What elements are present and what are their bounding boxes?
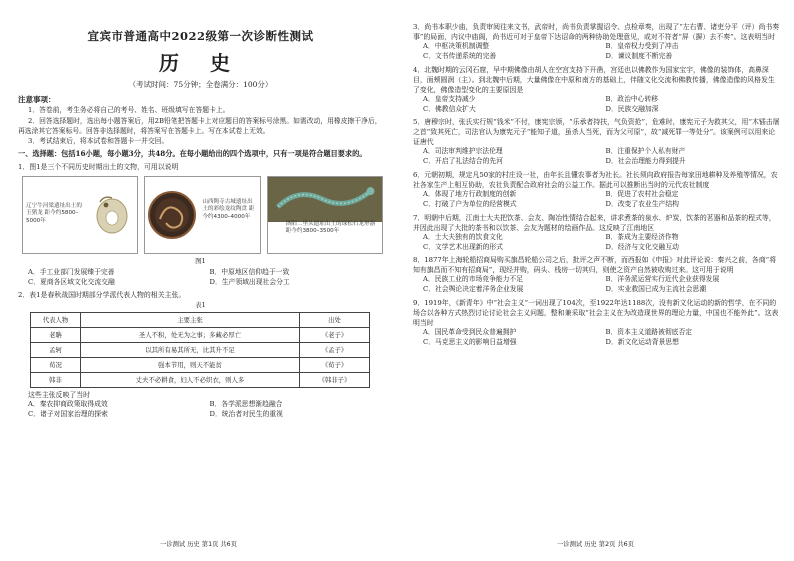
question-options (413, 95, 780, 115)
header-cell: 出处 (300, 313, 370, 328)
page-footer: 一诊测试 历史 第2页 共6页 (557, 540, 634, 548)
notes-heading: 注意事项： (18, 94, 56, 104)
question-2-stem: 2．表1是春秋战国时期部分学派代表人物的相关主张。 (18, 290, 186, 299)
option-a[interactable]: A．中枢决策机制调整 (423, 42, 490, 50)
table-cell: 《孟子》 (300, 343, 370, 358)
table-cell: 荀况 (31, 358, 81, 373)
option-b[interactable]: B．资本主义道路被彻底否定 (605, 328, 693, 337)
question-stem: 3．尚书本职少庙，负责审阅往来文书，武帝时，尚书负责掌握诏令、点检章奏，出现了“左右曹、诸吏分平（评）尚书奏事”的局面，内议中庙阁，尚书近可对于皇帝下达诏命的两种协助处理意见，或对不符者“屏（摒）去不奏”。这表明当时 (413, 23, 780, 41)
option-d[interactable]: D．社会治理能力得到提升 (605, 157, 686, 166)
option-a[interactable]: A．国民革命受到民众普遍拥护 (423, 328, 517, 337)
question-options (413, 328, 780, 348)
table-row (31, 328, 370, 343)
table-cell: 圣人不积，处无为之事；多藏必厚亡 (81, 328, 300, 343)
table-header-row (31, 313, 370, 328)
note-3: 3．考试结束后，将本试卷和答题卡一并交回。 (28, 136, 169, 145)
subject-title: 历 史 (159, 50, 242, 75)
question-options (413, 42, 780, 62)
option-d[interactable]: D．统治者对民生的重视 (209, 409, 283, 418)
table-row (31, 358, 370, 373)
figure-1-group (22, 176, 383, 254)
option-a[interactable]: A．皇帝支持减少 (423, 94, 476, 103)
option-d[interactable]: D．经济与文化交融互动 (605, 242, 679, 251)
option-a[interactable]: A．士大夫独有的饮食文化 (423, 232, 503, 241)
question-stem: 9．1919年，《新青年》中“社会主义”一词出现了104次，至1922年达1188次，没有新文化运动的新的哲学，在不同的场合以各种方式热烈讨论讨论社会主义问题，整和兼采取“社会主义在为改造现世界的理论力量，中国也不能外此”。这表明当时 (413, 299, 779, 328)
option-c[interactable]: C．打破了户为单位的经营模式 (423, 199, 517, 208)
question-options (413, 147, 780, 167)
option-c[interactable]: C．开启了礼法结合的先河 (423, 157, 503, 166)
table-cell: 《荀子》 (300, 358, 370, 373)
table-cell: 老聃 (31, 328, 81, 343)
turquoise-dragon-image (268, 177, 382, 222)
option-b[interactable]: B．皇帝权力受到了冲击 (605, 42, 679, 50)
figure-turquoise-dragon (267, 176, 383, 254)
option-b[interactable]: B．各学派思想渐趋融合 (209, 400, 283, 409)
question-stem: 7．明朝中后期，江南士大夫把饮茶、会友、陶冶性情结合起来，讲求煮茶的泉水、炉炭，饮茶的茗器和品茶的程式等，并因此出现了大批的茶书和以饮茶、会友为题材的绘画作品。这反映了江南地区 (413, 213, 776, 232)
option-b[interactable]: B．促进了农村社会稳定 (605, 190, 679, 199)
table-cell: 《韩非子》 (300, 373, 370, 388)
questions-list (413, 22, 780, 348)
option-d[interactable]: D．生产领域出现社会分工 (209, 277, 290, 286)
option-c[interactable]: C．夏商各区域文化交流交融 (28, 277, 115, 286)
exam-meta: （考试时间：75分钟；全卷满分：100分） (128, 79, 273, 89)
table-1-label: 表1 (195, 300, 206, 309)
option-c[interactable]: C．诸子对国家治理的探索 (28, 409, 108, 418)
question-stem: 4．北魏时期的云冈石窟，早中期佛像由胡人在空宫支持下开凿，宫廷也以佛教作为国家宝宇，佛像的装饰体，高鼻深目，面颊圆润（主）。到北魏中后期，大量佛像在中原和南方的基础上，伴随文化交流和佛教传播，佛像造像的风格发生了变化，佛像造型变化的主要原因是 (413, 65, 775, 94)
exam-title: 宜宾市普通高中2022级第一次诊断性测试 (87, 29, 314, 43)
option-d[interactable]: D．谏议制度不断完善 (605, 51, 673, 60)
note-1: 1．答卷前，考生务必将自己的考号、姓名、班级填写在答题卡上。 (28, 106, 230, 115)
option-c[interactable]: C．佛教信众扩大 (423, 104, 476, 113)
option-b[interactable]: B．洋务派运营实行近代企业获得发展 (605, 275, 720, 284)
header-cell: 代表人物 (31, 313, 81, 328)
question-1-stem: 1．图1是三个不同历史时期出土的文物，可用以说明 (18, 162, 179, 171)
note-2: 2．回答选择题时，选出每小题答案后，用2B铅笔把答题卡上对应题目的答案标号涂黑。如需改动，用橡皮擦干净后，再选涂其它答案标号。回答非选择题时，将答案写在答题卡上。写在本试卷上无效。 (18, 116, 382, 135)
question-2-tail: 这些主张反映了当时 (28, 391, 91, 400)
table-cell: 强本节用，则天不能贫 (81, 358, 300, 373)
option-a[interactable]: A．手工业部门发展臻于完善 (28, 268, 115, 277)
figure-1-label: 图1 (195, 256, 206, 265)
option-d[interactable]: D．改变了农业生产结构 (605, 199, 679, 208)
question-stem: 8．1877年上海轮船招商局购买旗昌轮船公司之后，批评之声不断，而西报如《申报》对此评论说：秦兴之前，各商“将知有旗昌而不知有招商局”，现经并购，码头、栈房一切其归，则使之资产自然被收购过来。这可用于说明 (413, 256, 777, 275)
option-d[interactable]: D．民族交融加深 (605, 104, 659, 113)
table-cell: 以其所有易其所无，比其升不足 (81, 343, 300, 358)
table-cell: 丈夫不必耕食，妇人不必织衣，则人多 (81, 373, 300, 388)
option-c[interactable]: C．文学艺术出现新的形式 (423, 242, 503, 251)
question-2-options (18, 400, 383, 420)
table-1 (30, 312, 370, 388)
option-b[interactable]: B．茶成为主要经济作物 (605, 232, 679, 241)
page-2 (397, 0, 794, 561)
option-b[interactable]: B．政治中心转移 (605, 94, 659, 103)
table-cell: 韩非 (31, 373, 81, 388)
figure-caption: 辽宁牛河梁遗址出土的玉猪龙 距今约5800–5000年 (26, 202, 82, 224)
figure-caption: 山西陶寺古城遗址出土的彩绘龙纹陶盘 距今约4300–4000年 (202, 198, 255, 220)
jade-dragon-image (87, 177, 137, 253)
option-a[interactable]: A．秦农抑商政策取得成效 (28, 400, 108, 409)
option-c[interactable]: C．文书传递系统的完善 (423, 51, 497, 60)
option-b[interactable]: B．中原地区信仰趋于一致 (209, 268, 290, 277)
table-row (31, 373, 370, 388)
option-a[interactable]: A．体现了地方行政制度的创新 (423, 190, 517, 199)
option-a[interactable]: A．司法审判维护宗法伦理 (423, 147, 503, 156)
painted-plate-image (145, 177, 199, 253)
option-a[interactable]: A．民族工业的市场竞争能力不足 (423, 275, 524, 284)
table-cell: 《老子》 (300, 328, 370, 343)
figure-painted-plate (144, 176, 260, 254)
page-footer: 一诊测试 历史 第1页 共6页 (160, 540, 237, 548)
header-cell: 主要主张 (81, 313, 300, 328)
question-options (413, 233, 780, 253)
option-c[interactable]: C．马克思主义的影响日益增强 (423, 337, 517, 346)
question-stem: 6．元朝初期，规定凡50家的村庄设一社，由年长且懂农事者为社长。社长须向政府报告每家田地耕种及养殖等情况，农社各家生产上相互协助，农社负责配合政府社会的公益工作。据此可以推断出当时的元代农社制度 (413, 171, 778, 190)
question-1-options (18, 268, 383, 288)
table-cell: 孟轲 (31, 343, 81, 358)
question-stem: 5．唐穆宗时，张氏实行规“钱米”不付，康宪宗颁，“乐承者持扶，气负资抢”，危难时，康宪元子为救其父，用“木锸击屠之首”致其死亡，司法官认为康宪元子“能知子道，虽杀人当死，而为父可原”，故“减死罪一等处分”。该案例可以用来论证唐代 (413, 118, 780, 147)
figure-jade-dragon (22, 176, 138, 254)
question-options (413, 275, 780, 295)
question-options (413, 190, 780, 210)
table-row (31, 343, 370, 358)
section-heading: 一、选择题：包括16小题，每小题3分，共48分。在每小题给出的四个选项中，只有一项是符合题目要求的。 (18, 149, 367, 159)
option-b[interactable]: B．注重保护个人私有财产 (605, 147, 686, 156)
figure-caption: 洛阳二里头遗址出土的绿松石龙形器 距今约3800–3500年 (285, 220, 376, 235)
option-d[interactable]: D．新文化运动背景思想 (605, 337, 679, 346)
option-d[interactable]: D．实业救国已成为主流社会思潮 (605, 285, 707, 294)
option-c[interactable]: C．社会舆论决定着洋务企业发展 (423, 285, 524, 294)
